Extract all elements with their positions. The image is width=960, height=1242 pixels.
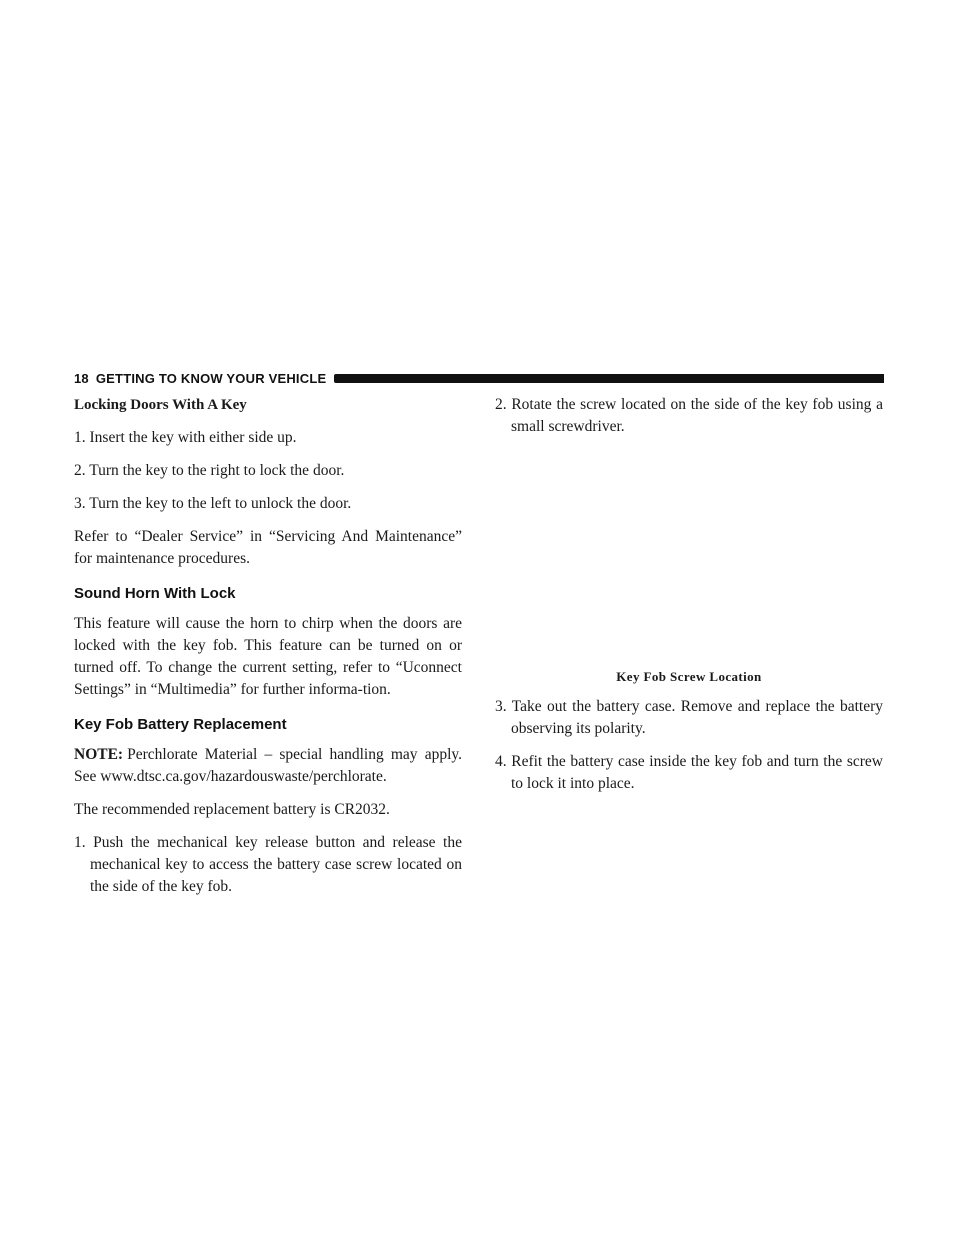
battery-step-4: 4. Refit the battery case inside the key fob and turn the screw to lock it into place. bbox=[495, 753, 883, 792]
battery-step-1: 1. Push the mechanical key release button and release the mechanical key to access the battery case screw located on the side of the key fob. bbox=[74, 834, 462, 895]
locking-step-1: 1. Insert the key with either side up. bbox=[74, 429, 297, 446]
battery-step-3: 3. Take out the battery case. Remove and replace the battery observing its polarity. bbox=[495, 698, 883, 737]
page-number: 18 bbox=[74, 370, 89, 386]
header-rule bbox=[334, 374, 884, 383]
section-title: GETTING TO KNOW YOUR VEHICLE bbox=[95, 370, 327, 386]
sound-horn-heading: Sound Horn With Lock bbox=[74, 585, 236, 602]
header-text bbox=[74, 371, 326, 386]
left-column bbox=[74, 392, 462, 898]
sound-horn-body: This feature will cause the horn to chirp when the doors are locked with the key fob. This feature can be turned on or turned off. To change the current setting, refer to “Uconnect Settings” in “Multimedia” for further informa-tion. bbox=[74, 615, 462, 698]
battery-replacement-heading: Key Fob Battery Replacement bbox=[74, 716, 287, 733]
note-text: Perchlorate Material – special handling may apply. See www.dtsc.ca.gov/hazardouswaste/perchlorate. bbox=[74, 746, 462, 785]
page-header bbox=[74, 370, 884, 386]
note-label: NOTE: bbox=[74, 746, 124, 763]
locking-step-3: 3. Turn the key to the left to unlock the door. bbox=[74, 495, 352, 512]
note-paragraph bbox=[74, 744, 462, 788]
locking-step-2: 2. Turn the key to the right to lock the door. bbox=[74, 462, 345, 479]
locking-doors-heading: Locking Doors With A Key bbox=[74, 397, 247, 413]
battery-step-2: 2. Rotate the screw located on the side of the key fob using a small screwdriver. bbox=[495, 396, 883, 435]
figure-area bbox=[495, 438, 883, 666]
refer-paragraph: Refer to “Dealer Service” in “Servicing And Maintenance” for maintenance procedures. bbox=[74, 528, 462, 567]
right-column bbox=[495, 392, 883, 795]
recommended-battery: The recommended replacement battery is CR2032. bbox=[74, 801, 390, 818]
figure-caption: Key Fob Screw Location bbox=[616, 669, 762, 684]
